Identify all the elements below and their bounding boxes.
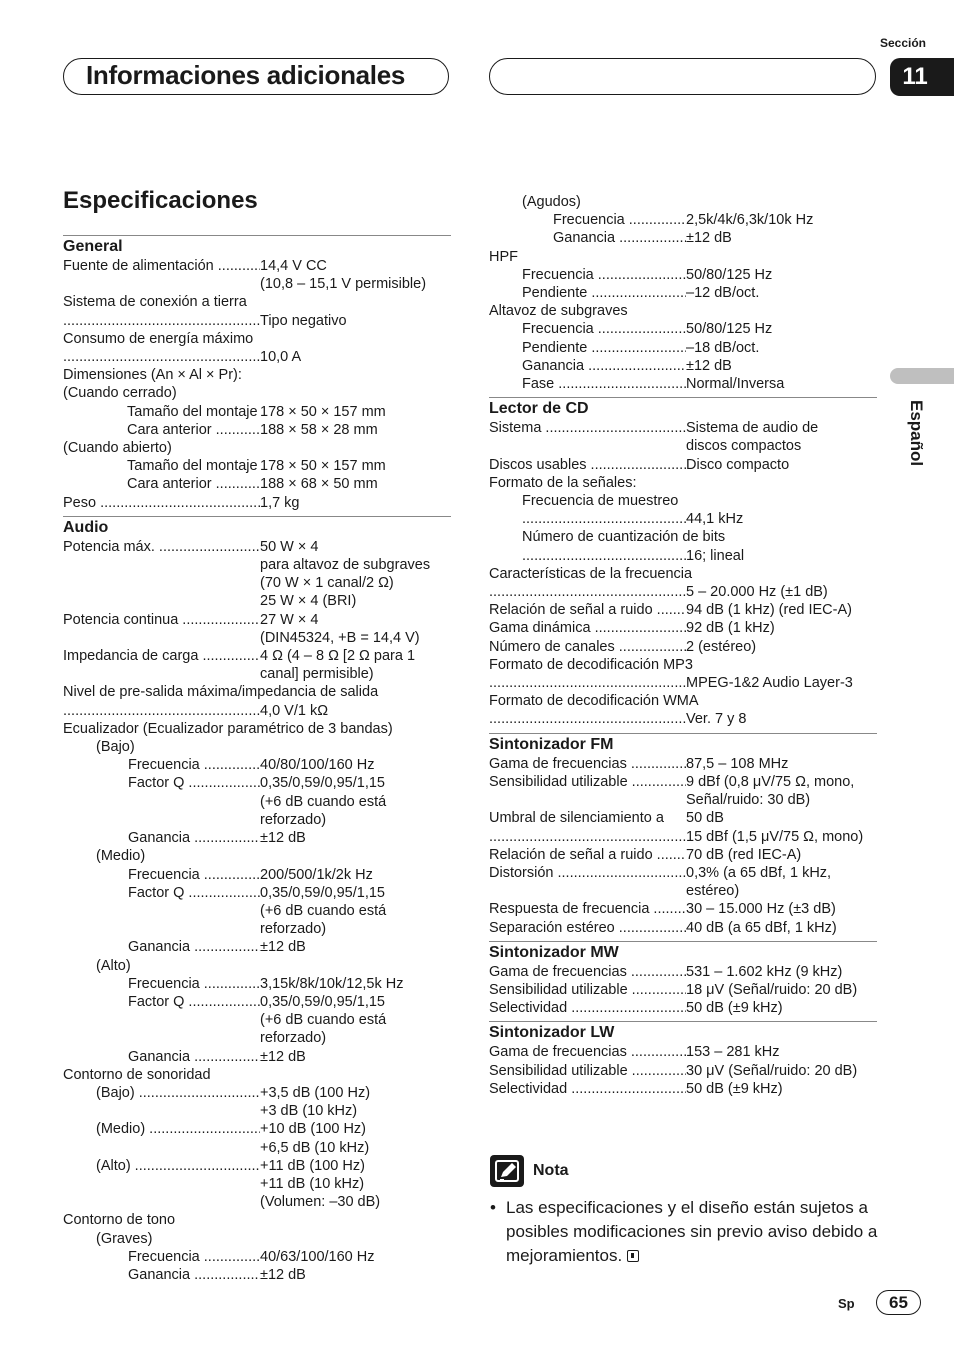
spec-value: –12 dB/oct. (686, 285, 760, 302)
spec-row (489, 302, 877, 320)
spec-label: Factor Q ..... (128, 774, 260, 829)
spec-row (489, 193, 877, 211)
spec-value: 0,3% (a 65 dBf, 1 kHz, estéreo) (686, 864, 832, 900)
spec-value: 25 W × 4 (BRI) (260, 593, 357, 610)
spec-label: Fase ..... (522, 375, 686, 393)
spec-label: Cara anterior ..... (127, 421, 260, 439)
spec-row (63, 330, 451, 348)
spec-label: (Cuando cerrado) (63, 385, 177, 402)
spec-label: Frecuencia ..... (128, 975, 260, 993)
end-mark-icon (627, 1250, 639, 1262)
note-box (490, 1154, 880, 1268)
footer-language: Sp (838, 1296, 855, 1311)
spec-value: 18 μV (Señal/ruido: 20 dB) (686, 981, 858, 998)
spec-label: (Cuando abierto) (63, 440, 172, 457)
spec-row (63, 439, 451, 457)
spec-section-title: Sintonizador LW (489, 1024, 615, 1042)
specs-right-column (489, 191, 877, 1102)
page-heading: Especificaciones (63, 187, 258, 214)
spec-value: 10,0 A (260, 349, 302, 366)
spec-value: 153 – 281 kHz (686, 1044, 780, 1061)
spec-row (63, 366, 451, 384)
spec-value: 50 dB (±9 kHz) (686, 1080, 783, 1097)
spec-row (63, 403, 451, 421)
spec-section-title: Lector de CD (489, 400, 589, 418)
spec-label: Nivel de pre-salida máxima/impedancia de salida (63, 684, 379, 701)
spec-label: (Bajo) ..... (96, 1084, 260, 1120)
spec-row (489, 619, 877, 637)
spec-row (489, 773, 877, 809)
spec-row (63, 275, 451, 293)
spec-label: (Medio) ..... (96, 1120, 260, 1156)
spec-label: Umbral de silenciamiento a (489, 810, 664, 827)
spec-label: Ecualizador (Ecualizador paramétrico de 3 bandas) (63, 720, 393, 737)
spec-value: (DIN45324, +B = 14,4 V) (260, 629, 420, 646)
spec-label: Número de canales ..... (489, 638, 686, 656)
spec-value: (70 W × 1 canal/2 Ω) (260, 575, 394, 592)
side-language-label-wrap (900, 400, 926, 500)
spec-label: Selectividad ..... (489, 1080, 686, 1098)
spec-label: Características de la frecuencia (489, 565, 693, 582)
spec-label (63, 275, 260, 293)
spec-value: 1,7 kg (260, 494, 300, 511)
spec-row (63, 938, 451, 956)
spec-label: Sistema ..... (489, 419, 686, 455)
spec-row (63, 1048, 451, 1066)
spec-row (489, 710, 877, 728)
spec-label: Potencia continua ..... (63, 611, 260, 629)
side-language-tab (890, 368, 954, 384)
spec-row (63, 847, 451, 865)
spec-value: ±12 dB (260, 1266, 306, 1283)
spec-row (489, 692, 877, 710)
spec-value: 2 (estéreo) (686, 638, 757, 655)
spec-value: ±12 dB (260, 830, 306, 847)
spec-row (63, 1230, 451, 1248)
spec-row (63, 257, 451, 275)
spec-row (489, 248, 877, 266)
spec-row (489, 981, 877, 999)
spec-section-title: Audio (63, 518, 109, 536)
spec-label (63, 702, 260, 720)
section-label: Sección (879, 36, 927, 50)
spec-label: Tamaño del montaje ..... (127, 403, 260, 421)
spec-value: Normal/Inversa (686, 376, 785, 393)
spec-row (63, 1266, 451, 1284)
spec-label (63, 348, 260, 366)
spec-row (63, 538, 451, 556)
spec-section (63, 235, 451, 512)
spec-row (63, 312, 451, 330)
spec-row (63, 1120, 451, 1156)
spec-value: 15 dBf (1,5 μV/75 Ω, mono) (686, 828, 864, 845)
spec-label: Sensibilidad utilizable ..... (489, 1062, 686, 1080)
spec-label: Respuesta de frecuencia ..... (489, 900, 686, 918)
spec-row (489, 492, 877, 510)
spec-row (63, 866, 451, 884)
spec-row (63, 348, 451, 366)
spec-value: MPEG-1&2 Audio Layer-3 (686, 675, 853, 692)
spec-label: Gama de frecuencias ..... (489, 963, 686, 981)
spec-label: Sistema de conexión a tierra (63, 294, 247, 311)
spec-section-title: Sintonizador MW (489, 943, 619, 961)
section-number-badge: 11 (890, 58, 954, 96)
spec-label (63, 592, 260, 610)
spec-value: ±12 dB (686, 357, 732, 374)
spec-value: Tipo negativo (260, 312, 347, 329)
spec-row (489, 474, 877, 492)
chapter-title-box (63, 58, 449, 95)
side-language-label: Español (907, 400, 926, 467)
spec-label: Frecuencia ..... (553, 211, 686, 229)
spec-value: 40/80/100/160 Hz (260, 757, 375, 774)
spec-value: 44,1 kHz (686, 511, 744, 528)
spec-value: 188 × 68 × 50 mm (260, 476, 378, 493)
spec-row (63, 611, 451, 629)
spec-row (489, 1080, 877, 1098)
spec-label (489, 583, 686, 601)
spec-value: 178 × 50 × 157 mm (260, 403, 386, 420)
spec-value: ±12 dB (686, 230, 732, 247)
spec-label: Frecuencia ..... (128, 866, 260, 884)
spec-label (489, 710, 686, 728)
spec-value: Disco compacto (686, 456, 790, 473)
spec-row (489, 266, 877, 284)
spec-row (489, 963, 877, 981)
spec-row (489, 919, 877, 937)
spec-row (63, 1084, 451, 1120)
spec-row (489, 357, 877, 375)
spec-value: 2,5k/4k/6,3k/10k Hz (686, 212, 814, 229)
spec-label: Pendiente ..... (522, 284, 686, 302)
spec-value: 16; lineal (686, 547, 745, 564)
spec-label: Gama de frecuencias ..... (489, 1043, 686, 1061)
spec-label: Ganancia ..... (128, 1048, 260, 1066)
note-text: Las especificaciones y el diseño están sujetos a posibles modificaciones sin previo aviso debido a mejoramientos. (506, 1198, 878, 1265)
spec-row (489, 999, 877, 1017)
spec-value: 200/500/1k/2k Hz (260, 866, 373, 883)
spec-label: Contorno de sonoridad (63, 1066, 211, 1083)
spec-row (489, 284, 877, 302)
spec-row (489, 528, 877, 546)
spec-row (63, 475, 451, 493)
spec-label: (Alto) (96, 957, 131, 974)
spec-section-title: Sintonizador FM (489, 735, 614, 753)
spec-row (489, 565, 877, 583)
spec-label: Dimensiones (An × Al × Pr): (63, 367, 242, 384)
spec-section (489, 941, 877, 1018)
spec-value: 50 W × 4 (260, 538, 319, 555)
specs-left-column (63, 235, 451, 1288)
spec-row (63, 574, 451, 592)
spec-value: 70 dB (red IEC-A) (686, 846, 802, 863)
spec-row (63, 293, 451, 311)
spec-value: 14,4 V CC (260, 258, 327, 274)
spec-label: Peso ..... (63, 494, 260, 512)
page-number: 65 (876, 1290, 921, 1315)
spec-row (489, 900, 877, 918)
spec-row (63, 756, 451, 774)
spec-row (489, 583, 877, 601)
spec-row (489, 674, 877, 692)
spec-row (63, 829, 451, 847)
spec-value: 40 dB (a 65 dBf, 1 kHz) (686, 919, 837, 936)
spec-row (63, 556, 451, 574)
spec-value: 3,15k/8k/10k/12,5k Hz (260, 975, 404, 992)
spec-row (489, 846, 877, 864)
spec-value: 4,0 V/1 kΩ (260, 702, 329, 719)
spec-label: Frecuencia ..... (128, 756, 260, 774)
spec-label: Frecuencia de muestreo (522, 493, 679, 510)
spec-row (63, 774, 451, 829)
spec-section (63, 516, 451, 1284)
spec-section (489, 397, 877, 728)
spec-row (489, 339, 877, 357)
spec-label: Factor Q ..... (128, 884, 260, 939)
spec-value: ±12 dB (260, 1048, 306, 1065)
spec-row (489, 456, 877, 474)
spec-label: Tamaño del montaje ..... (127, 457, 260, 475)
spec-value: 30 – 15.000 Hz (±3 dB) (686, 901, 836, 918)
spec-row (489, 419, 877, 455)
note-text-wrap (506, 1196, 880, 1268)
spec-row (489, 638, 877, 656)
spec-row (489, 755, 877, 773)
spec-row (63, 884, 451, 939)
note-bullet: • (490, 1198, 496, 1217)
note-body (490, 1196, 880, 1268)
spec-value: 0,35/0,59/0,95/1,15 (+6 dB cuando está reforzado) (260, 775, 387, 828)
spec-label: Ganancia ..... (128, 829, 260, 847)
spec-label (522, 547, 686, 565)
spec-label (489, 828, 686, 846)
spec-label: Formato de decodificación MP3 (489, 656, 693, 673)
spec-label: Gama de frecuencias ..... (489, 755, 686, 773)
spec-row (489, 809, 877, 827)
spec-value: (10,8 – 15,1 V permisible) (260, 276, 427, 293)
spec-label: Formato de la señales: (489, 474, 637, 491)
spec-value: 50 dB (686, 810, 724, 827)
spec-row (489, 1062, 877, 1080)
spec-label: Cara anterior ..... (127, 475, 260, 493)
spec-value: 94 dB (1 kHz) (red IEC-A) (686, 602, 852, 619)
spec-label: (Agudos) (522, 194, 581, 210)
spec-label: Contorno de tono (63, 1212, 176, 1229)
spec-value: Sistema de audio de discos compactos (686, 420, 819, 455)
spec-row (489, 656, 877, 674)
spec-value: 40/63/100/160 Hz (260, 1248, 375, 1265)
spec-value: 92 dB (1 kHz) (686, 620, 775, 637)
spec-row (63, 683, 451, 701)
spec-label: Altavoz de subgraves (489, 303, 628, 320)
spec-label: Discos usables ..... (489, 456, 686, 474)
spec-label (489, 674, 686, 692)
spec-row (489, 510, 877, 528)
spec-row (63, 957, 451, 975)
spec-value: +11 dB (100 Hz) +11 dB (10 kHz) (Volumen: –30 dB) (260, 1157, 381, 1211)
spec-row (63, 1248, 451, 1266)
spec-value: 188 × 58 × 28 mm (260, 421, 378, 438)
spec-section (489, 191, 877, 393)
spec-value: 0,35/0,59/0,95/1,15 (+6 dB cuando está reforzado) (260, 993, 387, 1047)
spec-value: 50/80/125 Hz (686, 321, 773, 338)
spec-row (63, 975, 451, 993)
spec-value: 0,35/0,59/0,95/1,15 (+6 dB cuando está reforzado) (260, 884, 387, 938)
spec-row (63, 738, 451, 756)
spec-row (489, 547, 877, 565)
spec-value: 87,5 – 108 MHz (686, 755, 789, 772)
spec-label: Ganancia ..... (553, 229, 686, 247)
spec-row (489, 229, 877, 247)
spec-value: 9 dBf (0,8 μV/75 Ω, mono, Señal/ruido: 30 dB) (686, 773, 855, 809)
spec-label: Número de cuantización de bits (522, 529, 726, 546)
spec-label: Frecuencia ..... (522, 320, 686, 338)
spec-section (489, 733, 877, 937)
header-empty-box (489, 58, 876, 95)
spec-label: Ganancia ..... (522, 357, 686, 375)
spec-value: Ver. 7 y 8 (686, 711, 747, 728)
spec-row (63, 1066, 451, 1084)
spec-value: 30 μV (Señal/ruido: 20 dB) (686, 1062, 858, 1079)
spec-label: Pendiente ..... (522, 339, 686, 357)
spec-value: 4 Ω (4 – 8 Ω [2 Ω para 1 canal] permisible) (260, 648, 416, 683)
spec-row (489, 828, 877, 846)
spec-row (63, 592, 451, 610)
spec-value: 50 dB (±9 kHz) (686, 1000, 783, 1017)
spec-value: ±12 dB (260, 939, 306, 956)
spec-label (522, 510, 686, 528)
spec-row (489, 320, 877, 338)
spec-label: Consumo de energía máximo (63, 330, 254, 347)
spec-label: (Alto) ..... (96, 1157, 260, 1212)
note-title: Nota (533, 1162, 569, 1179)
spec-row (489, 375, 877, 393)
spec-row (63, 993, 451, 1048)
spec-label: Relación de señal a ruido ..... (489, 846, 686, 864)
spec-row (63, 629, 451, 647)
spec-label: Sensibilidad utilizable ..... (489, 773, 686, 809)
spec-label: HPF (489, 248, 518, 265)
spec-value: +10 dB (100 Hz) +6,5 dB (10 kHz) (260, 1121, 370, 1156)
spec-row (63, 457, 451, 475)
spec-value: 178 × 50 × 157 mm (260, 458, 386, 475)
note-header (490, 1154, 880, 1188)
spec-label: (Bajo) (96, 739, 135, 756)
spec-row (489, 601, 877, 619)
spec-value: 531 – 1.602 kHz (9 kHz) (686, 963, 843, 980)
spec-label (63, 574, 260, 592)
spec-label: Factor Q ..... (128, 993, 260, 1048)
spec-value: 27 W × 4 (260, 611, 319, 628)
spec-label: Fuente de alimentación ..... (63, 257, 260, 275)
spec-label: Relación de señal a ruido ..... (489, 601, 686, 619)
spec-label: Separación estéreo ..... (489, 919, 686, 937)
spec-label (63, 629, 260, 647)
spec-label: Formato de decodificación WMA (489, 693, 699, 710)
spec-label: Ganancia ..... (128, 1266, 260, 1284)
spec-row (63, 494, 451, 512)
spec-label: Potencia máx. ..... (63, 538, 260, 556)
spec-row (63, 384, 451, 402)
spec-value: –18 dB/oct. (686, 339, 760, 356)
spec-row (63, 647, 451, 683)
chapter-title: Informaciones adicionales (86, 60, 406, 90)
spec-section-title: General (63, 238, 123, 255)
spec-label: (Graves) (96, 1230, 153, 1247)
spec-row (63, 1211, 451, 1229)
pencil-note-icon (490, 1155, 524, 1187)
spec-value: 50/80/125 Hz (686, 266, 773, 283)
spec-row (489, 1043, 877, 1061)
spec-value: +3,5 dB (100 Hz) +3 dB (10 kHz) (260, 1084, 371, 1120)
spec-label: (Medio) (96, 848, 146, 865)
spec-label: Gama dinámica ..... (489, 619, 686, 637)
spec-row (63, 421, 451, 439)
spec-row (489, 211, 877, 229)
spec-label: Frecuencia ..... (522, 266, 686, 284)
spec-row (63, 720, 451, 738)
spec-row (63, 702, 451, 720)
spec-label: Sensibilidad utilizable ..... (489, 981, 686, 999)
spec-row (63, 1157, 451, 1212)
spec-value: 5 – 20.000 Hz (±1 dB) (686, 584, 828, 601)
spec-section (489, 1021, 877, 1098)
spec-label: Frecuencia ..... (128, 1248, 260, 1266)
spec-value: para altavoz de subgraves (260, 557, 431, 574)
spec-label: Ganancia ..... (128, 938, 260, 956)
spec-label: Impedancia de carga ..... (63, 647, 260, 683)
spec-label: Distorsión ..... (489, 864, 686, 900)
spec-row (489, 864, 877, 900)
spec-label: Selectividad ..... (489, 999, 686, 1017)
spec-label (63, 312, 260, 330)
spec-label (63, 556, 260, 574)
